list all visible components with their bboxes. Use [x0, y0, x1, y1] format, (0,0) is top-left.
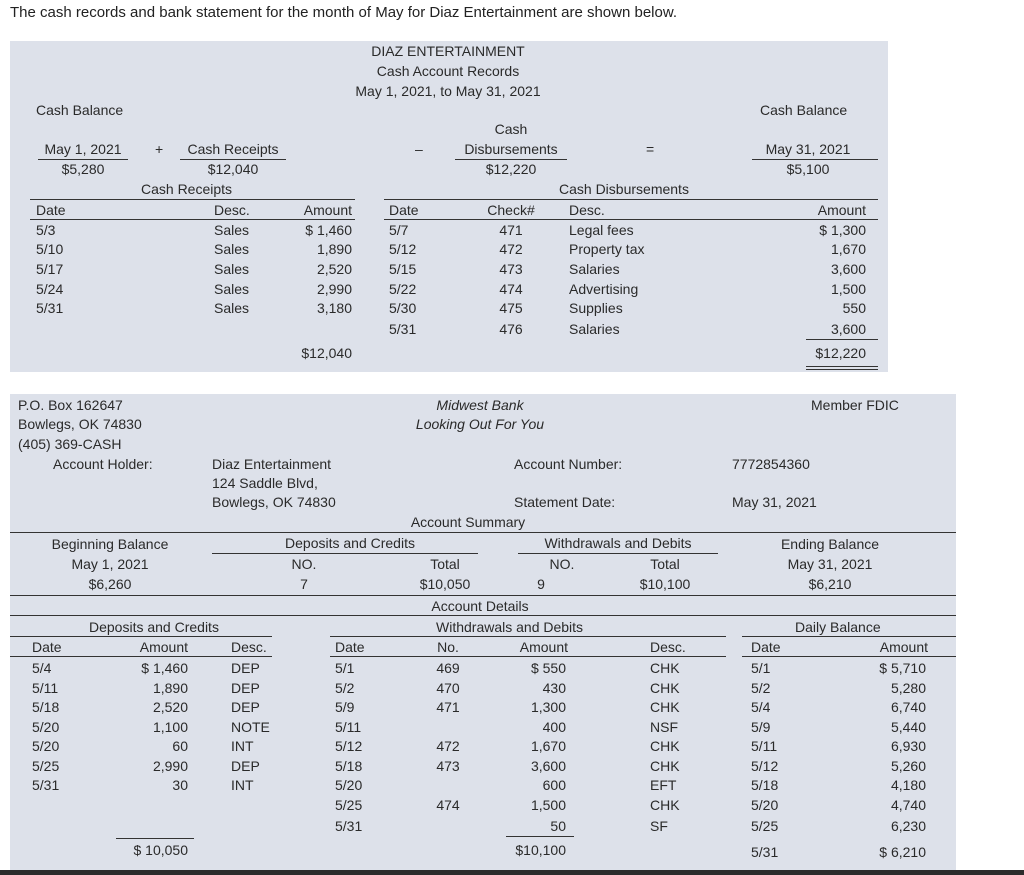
withdrawal-desc: CHK [650, 660, 680, 676]
balance-date: 5/20 [751, 797, 779, 813]
withdrawal-date: 5/20 [335, 777, 363, 793]
statement-date-label: Statement Date: [514, 494, 616, 510]
ending-date: May 31, 2021 [765, 141, 851, 157]
wd-amount-header: Amount [519, 639, 568, 655]
disb-date-header: Date [389, 202, 419, 218]
deposit-amount: 2,520 [152, 699, 188, 715]
summary-deposits-total: $10,050 [419, 576, 471, 592]
deposit-desc: INT [231, 738, 254, 754]
ending-cash-balance-label: Cash Balance [760, 102, 848, 118]
receipt-date: 5/31 [36, 300, 64, 316]
equals-sign: = [646, 141, 655, 157]
deposit-desc: DEP [231, 699, 260, 715]
account-details-title: Account Details [431, 598, 529, 614]
divider [10, 595, 956, 596]
disb-desc: Advertising [569, 281, 639, 297]
disb-date: 5/12 [389, 241, 417, 257]
disb-date: 5/31 [389, 321, 417, 337]
account-number: 7772854360 [732, 456, 810, 472]
bottom-edge-bar [0, 870, 1024, 875]
balance-amount: 6,740 [890, 699, 926, 715]
receipt-desc: Sales [214, 222, 250, 238]
deposit-amount: 60 [172, 738, 188, 754]
balance-amount: 5,280 [890, 680, 926, 696]
summary-deposits-no-label: NO. [291, 556, 317, 572]
bank-address-2: Bowlegs, OK 74830 [18, 416, 142, 432]
account-holder-name: Diaz Entertainment [212, 456, 332, 472]
divider [384, 199, 878, 200]
disb-amount-header: Amount [817, 202, 866, 218]
receipt-amount: 1,890 [316, 241, 352, 257]
receipt-date: 5/3 [36, 222, 56, 238]
receipt-date: 5/24 [36, 281, 64, 297]
withdrawal-amount: 1,670 [530, 738, 566, 754]
deposit-desc: INT [231, 777, 254, 793]
bank-address-1: P.O. Box 162647 [18, 397, 123, 413]
records-company: DIAZ ENTERTAINMENT [371, 43, 525, 59]
bank-phone: (405) 369-CASH [18, 436, 122, 452]
divider [806, 366, 878, 367]
account-holder-label: Account Holder: [53, 456, 153, 472]
balance-amount: $ 6,210 [879, 844, 926, 860]
divider [30, 219, 355, 220]
divider [10, 615, 956, 616]
receipts-date-header: Date [36, 202, 66, 218]
deposits-total: $ 10,050 [133, 842, 188, 858]
summary-deposits-no: 7 [300, 576, 308, 592]
disb-date: 5/7 [389, 222, 409, 238]
withdrawal-date: 5/2 [335, 680, 355, 696]
withdrawal-amount: 50 [550, 818, 566, 834]
account-summary-title: Account Summary [410, 514, 526, 530]
withdrawal-no: 473 [436, 758, 460, 774]
disb-date: 5/22 [389, 281, 417, 297]
disbursements-label-2: Disbursements [464, 141, 558, 157]
minus-sign: – [415, 141, 423, 157]
wd-no-header: No. [437, 639, 459, 655]
disb-desc-header: Desc. [569, 202, 605, 218]
withdrawal-amount: 600 [542, 777, 566, 793]
summary-withdrawals-no-label: NO. [549, 556, 575, 572]
wd-desc-header: Desc. [650, 639, 686, 655]
deposit-date: 5/31 [32, 777, 60, 793]
disb-check: 473 [499, 261, 523, 277]
withdrawal-amount: $ 550 [530, 660, 566, 676]
receipt-amount: 2,990 [316, 281, 352, 297]
balance-date: 5/18 [751, 777, 779, 793]
withdrawal-desc: NSF [650, 719, 678, 735]
summary-deposits-label: Deposits and Credits [285, 535, 415, 551]
daily-balance-section-label: Daily Balance [795, 619, 881, 635]
disb-amount: 1,500 [830, 281, 866, 297]
withdrawal-date: 5/12 [335, 738, 363, 754]
records-period: May 1, 2021, to May 31, 2021 [355, 83, 541, 99]
balance-amount: $ 5,710 [879, 660, 926, 676]
summary-deposits-total-label: Total [430, 556, 460, 572]
deposit-amount: $ 1,460 [141, 660, 188, 676]
account-number-label: Account Number: [514, 456, 623, 472]
divider [806, 339, 878, 340]
deposit-desc: DEP [231, 660, 260, 676]
withdrawal-desc: SF [650, 818, 668, 834]
withdrawal-desc: CHK [650, 797, 680, 813]
disbursements-label-1: Cash [494, 121, 528, 137]
divider [742, 636, 956, 637]
account-holder-city: Bowlegs, OK 74830 [212, 494, 336, 510]
withdrawal-amount: 400 [542, 719, 566, 735]
cash-receipts-amount: $12,040 [207, 161, 259, 177]
disb-amount: 1,670 [830, 241, 866, 257]
beginning-balance-amount: $6,260 [88, 576, 132, 592]
divider [806, 369, 878, 370]
summary-withdrawals-no: 9 [537, 576, 545, 592]
receipt-desc: Sales [214, 241, 250, 257]
withdrawal-date: 5/11 [335, 719, 362, 735]
deposit-date: 5/20 [32, 719, 60, 735]
cash-receipts-section: Cash Receipts [141, 181, 233, 197]
withdrawal-desc: CHK [650, 758, 680, 774]
deposit-amount: 2,990 [152, 758, 188, 774]
dep-amount-header: Amount [139, 639, 188, 655]
deposit-date: 5/11 [32, 680, 59, 696]
deposits-section-label: Deposits and Credits [89, 619, 219, 635]
deposit-amount: 30 [172, 777, 188, 793]
balance-amount: 4,740 [890, 797, 926, 813]
divider [384, 219, 878, 220]
withdrawal-amount: 3,600 [530, 758, 566, 774]
balance-amount: 6,230 [890, 818, 926, 834]
wd-date-header: Date [335, 639, 365, 655]
dep-date-header: Date [32, 639, 62, 655]
balance-date: 5/11 [751, 738, 778, 754]
withdrawal-amount: 1,500 [530, 797, 566, 813]
divider [10, 636, 272, 637]
disb-check: 475 [499, 300, 523, 316]
deposit-amount: 1,100 [152, 719, 188, 735]
beginning-balance-label: Beginning Balance [51, 536, 169, 552]
summary-withdrawals-total-label: Total [650, 556, 680, 572]
disbursements-total: $12,220 [815, 345, 866, 361]
receipt-amount: $ 1,460 [305, 222, 352, 238]
divider [10, 656, 272, 657]
disb-amount: 3,600 [830, 261, 866, 277]
disb-amount: 3,600 [830, 321, 866, 337]
withdrawal-desc: CHK [650, 738, 680, 754]
withdrawal-no: 470 [436, 680, 460, 696]
disb-check-header: Check# [487, 202, 535, 218]
withdrawal-amount: 1,300 [530, 699, 566, 715]
divider [506, 836, 574, 837]
balance-amount: 5,260 [890, 758, 926, 774]
disb-check: 476 [499, 321, 523, 337]
withdrawal-date: 5/1 [335, 660, 355, 676]
withdrawal-no: 471 [436, 699, 460, 715]
receipts-desc-header: Desc. [214, 202, 250, 218]
receipt-date: 5/10 [36, 241, 64, 257]
withdrawal-date: 5/18 [335, 758, 363, 774]
disb-date: 5/30 [389, 300, 417, 316]
deposit-desc: DEP [231, 758, 260, 774]
deposit-desc: NOTE [231, 719, 270, 735]
divider [742, 656, 956, 657]
divider [518, 553, 718, 554]
withdrawal-no: 469 [436, 660, 460, 676]
divider [10, 532, 956, 533]
receipt-amount: 2,520 [316, 261, 352, 277]
receipt-desc: Sales [214, 261, 250, 277]
disb-check: 471 [499, 222, 523, 238]
receipts-total: $12,040 [301, 345, 352, 361]
receipt-desc: Sales [214, 281, 250, 297]
account-holder-street: 124 Saddle Blvd, [212, 475, 318, 491]
withdrawals-total: $10,100 [515, 842, 566, 858]
disb-desc: Supplies [569, 300, 623, 316]
divider [30, 199, 355, 200]
receipts-amount-header: Amount [303, 202, 352, 218]
disb-check: 474 [499, 281, 523, 297]
beginning-amount: $5,280 [61, 161, 105, 177]
bal-date-header: Date [751, 639, 781, 655]
balance-date: 5/1 [751, 660, 771, 676]
divider [116, 838, 194, 839]
member-fdic: Member FDIC [811, 397, 899, 413]
withdrawal-desc: CHK [650, 680, 680, 696]
deposit-date: 5/20 [32, 738, 60, 754]
intro-text: The cash records and bank statement for the month of May for Diaz Entertainment are shown below. [10, 4, 678, 21]
deposit-date: 5/25 [32, 758, 60, 774]
disb-desc: Legal fees [569, 222, 634, 238]
deposit-date: 5/18 [32, 699, 60, 715]
plus-sign: + [155, 141, 164, 157]
deposit-amount: 1,890 [152, 680, 188, 696]
withdrawal-date: 5/25 [335, 797, 363, 813]
receipt-desc: Sales [214, 300, 250, 316]
withdrawal-amount: 430 [542, 680, 566, 696]
disb-check: 472 [499, 241, 523, 257]
disb-amount: $ 1,300 [819, 222, 866, 238]
statement-date: May 31, 2021 [732, 494, 817, 510]
bal-amount-header: Amount [879, 639, 928, 655]
disb-desc: Salaries [569, 321, 620, 337]
balance-date: 5/25 [751, 818, 779, 834]
withdrawal-date: 5/31 [335, 818, 363, 834]
balance-amount: 5,440 [890, 719, 926, 735]
bank-slogan: Looking Out For You [415, 416, 545, 432]
bank-name: Midwest Bank [436, 397, 524, 413]
balance-amount: 6,930 [890, 738, 926, 754]
records-title: Cash Account Records [376, 63, 520, 79]
ending-balance-label: Ending Balance [780, 536, 880, 552]
deposit-date: 5/4 [32, 660, 52, 676]
withdrawal-date: 5/9 [335, 699, 355, 715]
divider [330, 656, 726, 657]
divider [212, 553, 478, 554]
disb-desc: Salaries [569, 261, 620, 277]
disb-amount: 550 [842, 300, 866, 316]
deposit-desc: DEP [231, 680, 260, 696]
disb-date: 5/15 [389, 261, 417, 277]
withdrawal-no: 472 [436, 738, 460, 754]
receipt-date: 5/17 [36, 261, 64, 277]
beginning-balance-date: May 1, 2021 [71, 556, 149, 572]
ending-balance-date: May 31, 2021 [787, 556, 873, 572]
beginning-cash-balance-label: Cash Balance [36, 102, 124, 118]
receipt-amount: 3,180 [316, 300, 352, 316]
disbursements-amount: $12,220 [485, 161, 537, 177]
summary-withdrawals-label: Withdrawals and Debits [544, 535, 692, 551]
ending-amount: $5,100 [786, 161, 830, 177]
summary-withdrawals-total: $10,100 [639, 576, 691, 592]
withdrawal-desc: CHK [650, 699, 680, 715]
cash-disbursements-section: Cash Disbursements [559, 181, 689, 197]
withdrawals-section-label: Withdrawals and Debits [436, 619, 584, 635]
balance-date: 5/9 [751, 719, 771, 735]
divider [330, 636, 726, 637]
balance-amount: 4,180 [890, 777, 926, 793]
balance-date: 5/4 [751, 699, 771, 715]
disb-desc: Property tax [569, 241, 645, 257]
cash-receipts-label: Cash Receipts [187, 141, 279, 157]
balance-date: 5/31 [751, 844, 779, 860]
dep-desc-header: Desc. [231, 639, 267, 655]
withdrawal-no: 474 [436, 797, 460, 813]
balance-date: 5/12 [751, 758, 779, 774]
ending-balance-amount: $6,210 [808, 576, 852, 592]
withdrawal-desc: EFT [650, 777, 677, 793]
balance-date: 5/2 [751, 680, 771, 696]
beginning-date: May 1, 2021 [44, 141, 122, 157]
